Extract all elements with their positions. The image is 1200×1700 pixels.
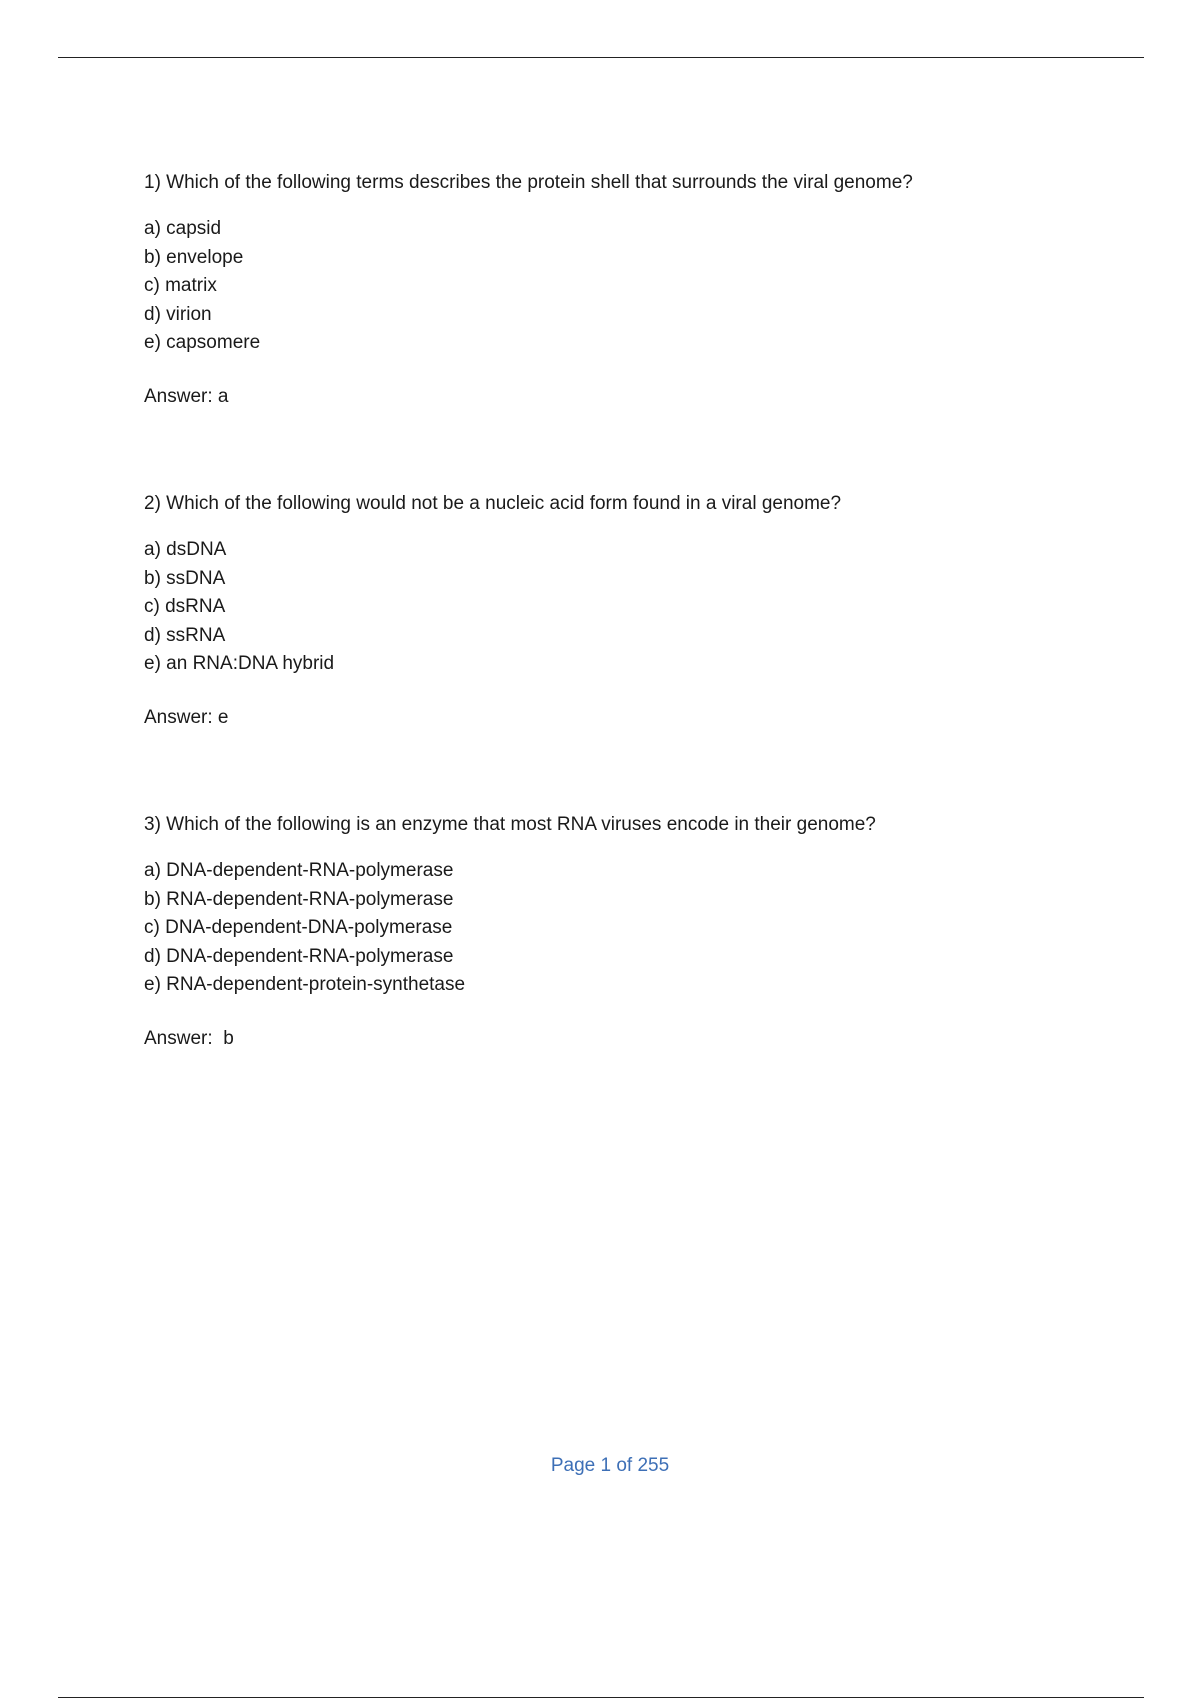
question-text: 3) Which of the following is an enzyme that most RNA viruses encode in their genome?	[144, 814, 876, 835]
question-block-2	[144, 491, 1144, 728]
option-c: c) matrix	[144, 275, 217, 297]
option-e: e) capsomere	[144, 332, 261, 354]
header-rule	[58, 57, 1144, 58]
option-list	[144, 536, 334, 679]
answer-text: Answer: a	[144, 386, 229, 407]
footer-rule	[58, 1697, 1144, 1698]
option-b: b) envelope	[144, 246, 244, 268]
page-footer	[0, 1453, 1200, 1479]
option-d: d) ssRNA	[144, 624, 226, 646]
question-block-3	[144, 812, 1144, 1049]
option-b: b) ssDNA	[144, 567, 226, 589]
question-block-1	[144, 170, 1144, 407]
option-b: b) RNA-dependent-RNA-polymerase	[144, 888, 454, 910]
option-e: e) RNA-dependent-protein-synthetase	[144, 974, 466, 996]
answer-text: Answer: b	[144, 1028, 234, 1049]
option-e: e) an RNA:DNA hybrid	[144, 653, 335, 675]
option-a: a) DNA-dependent-RNA-polymerase	[144, 860, 454, 881]
option-a: a) capsid	[144, 218, 222, 239]
page-number: Page 1 of 255	[550, 1455, 670, 1476]
answer-text: Answer: e	[144, 707, 229, 728]
option-c: c) dsRNA	[144, 596, 226, 618]
option-d: d) virion	[144, 303, 212, 325]
question-text: 2) Which of the following would not be a nucleic acid form found in a viral genome?	[144, 493, 842, 514]
option-c: c) DNA-dependent-DNA-polymerase	[144, 917, 453, 939]
option-list	[144, 215, 260, 358]
option-a: a) dsDNA	[144, 539, 227, 560]
option-list	[144, 857, 465, 1000]
question-text: 1) Which of the following terms describes the protein shell that surrounds the viral genome?	[144, 172, 913, 193]
option-d: d) DNA-dependent-RNA-polymerase	[144, 945, 454, 967]
